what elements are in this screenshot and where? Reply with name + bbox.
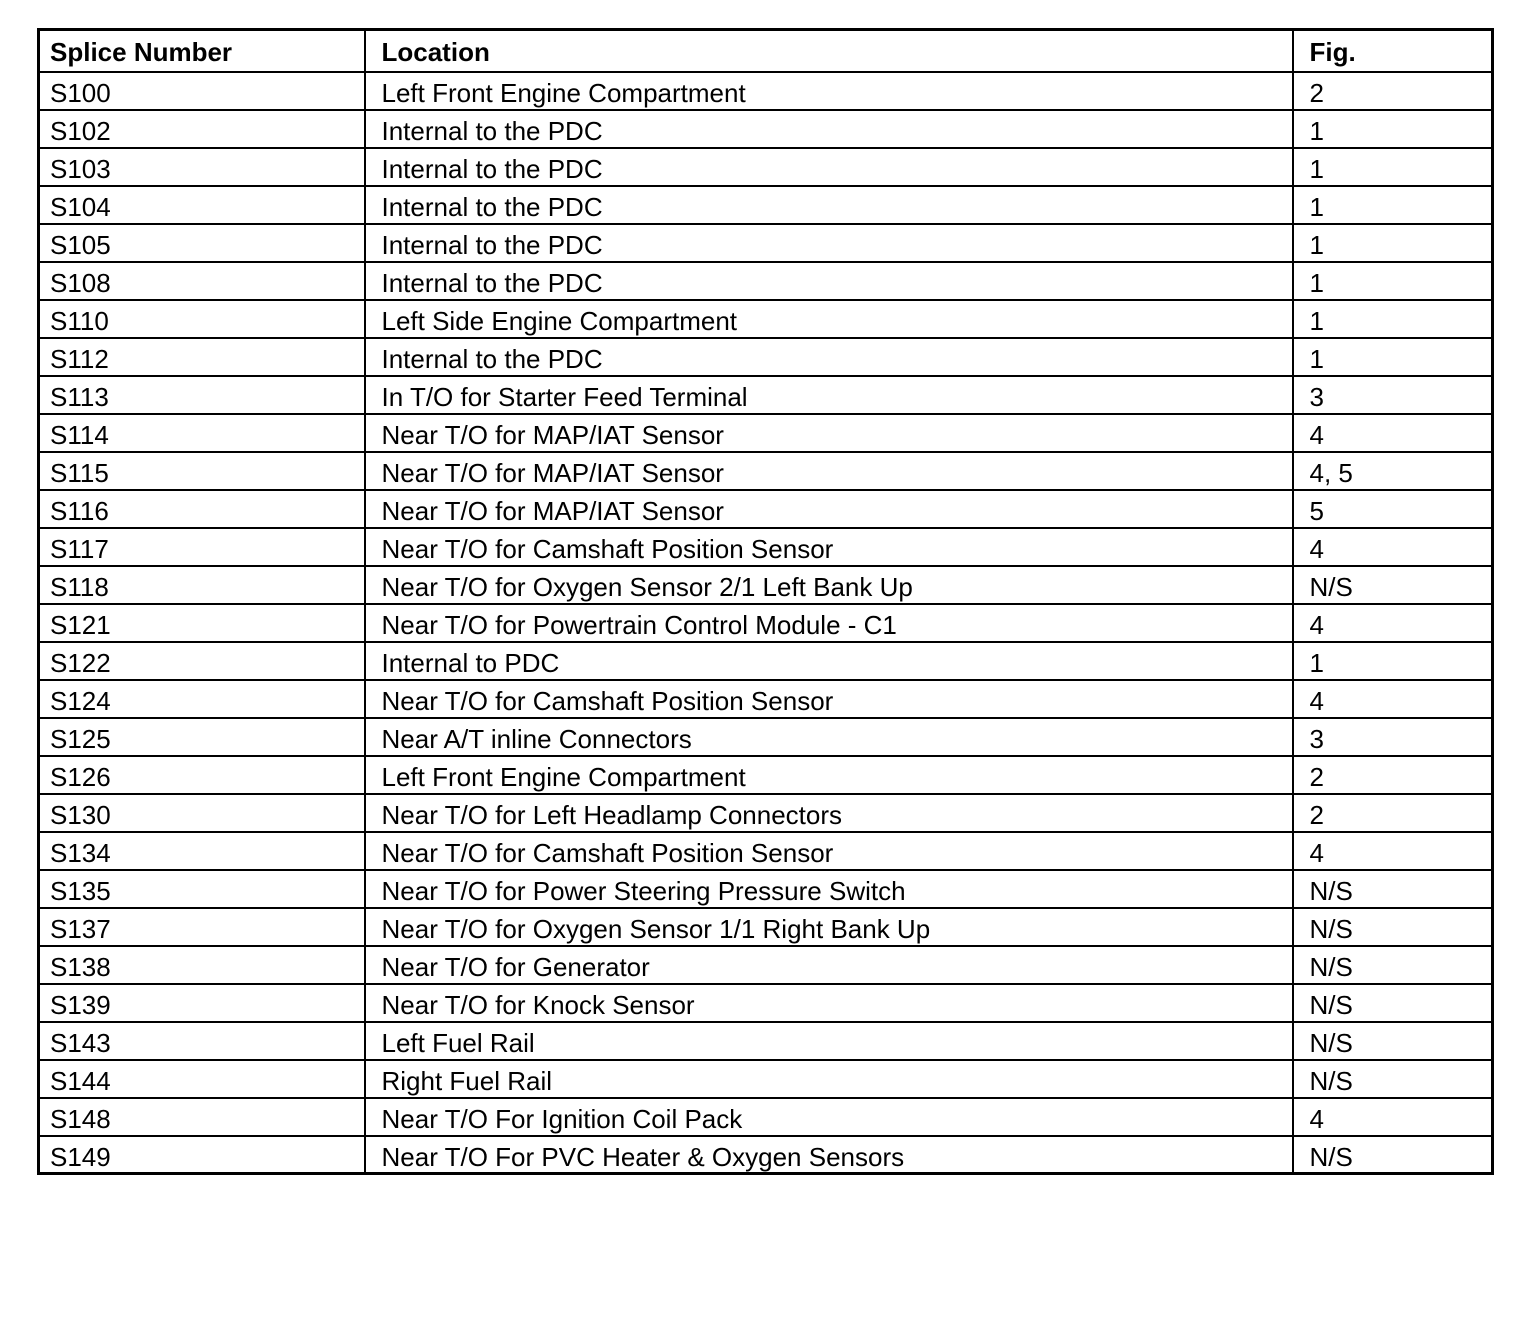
location-cell: Near T/O for Knock Sensor [365,984,1293,1022]
splice-number-cell: S115 [39,452,365,490]
table-row [39,490,1493,528]
table-header [39,30,1493,72]
splice-number-cell: S102 [39,110,365,148]
table-row [39,262,1493,300]
header-location: Location [365,30,1293,72]
fig-cell: N/S [1293,908,1493,946]
table-row [39,718,1493,756]
location-cell: Left Side Engine Compartment [365,300,1293,338]
table-row [39,946,1493,984]
splice-number-cell: S122 [39,642,365,680]
splice-number-cell: S116 [39,490,365,528]
fig-cell: 3 [1293,718,1493,756]
location-cell: Left Fuel Rail [365,1022,1293,1060]
splice-number-cell: S114 [39,414,365,452]
location-cell: Internal to the PDC [365,186,1293,224]
fig-cell: 1 [1293,186,1493,224]
location-cell: Near T/O for MAP/IAT Sensor [365,490,1293,528]
fig-cell: 4 [1293,832,1493,870]
table-row [39,110,1493,148]
fig-cell: 4, 5 [1293,452,1493,490]
location-cell: Near T/O for Camshaft Position Sensor [365,680,1293,718]
fig-cell: 3 [1293,376,1493,414]
splice-number-cell: S148 [39,1098,365,1136]
location-cell: Near T/O for Left Headlamp Connectors [365,794,1293,832]
splice-number-cell: S105 [39,224,365,262]
location-cell: Near T/O For Ignition Coil Pack [365,1098,1293,1136]
location-cell: Near T/O for Camshaft Position Sensor [365,528,1293,566]
table-row [39,908,1493,946]
location-cell: Internal to the PDC [365,148,1293,186]
location-cell: Internal to the PDC [365,224,1293,262]
splice-number-cell: S126 [39,756,365,794]
splice-number-cell: S144 [39,1060,365,1098]
splice-number-cell: S130 [39,794,365,832]
fig-cell: 5 [1293,490,1493,528]
splice-number-cell: S124 [39,680,365,718]
fig-cell: 2 [1293,794,1493,832]
location-cell: Near T/O for MAP/IAT Sensor [365,414,1293,452]
fig-cell: N/S [1293,1136,1493,1174]
table-row [39,338,1493,376]
table-row [39,1136,1493,1174]
table-row [39,984,1493,1022]
splice-location-table [37,28,1494,1175]
table-row [39,148,1493,186]
fig-cell: 4 [1293,414,1493,452]
table-row [39,1060,1493,1098]
splice-number-cell: S110 [39,300,365,338]
splice-number-cell: S134 [39,832,365,870]
location-cell: Near T/O for Powertrain Control Module - C1 [365,604,1293,642]
fig-cell: N/S [1293,566,1493,604]
table-row [39,1098,1493,1136]
table-row [39,680,1493,718]
splice-number-cell: S149 [39,1136,365,1174]
splice-number-cell: S135 [39,870,365,908]
table-row [39,604,1493,642]
location-cell: Near T/O for MAP/IAT Sensor [365,452,1293,490]
splice-number-cell: S137 [39,908,365,946]
location-cell: Near T/O for Generator [365,946,1293,984]
fig-cell: 1 [1293,300,1493,338]
location-cell: Near A/T inline Connectors [365,718,1293,756]
splice-number-cell: S108 [39,262,365,300]
fig-cell: 1 [1293,148,1493,186]
location-cell: Left Front Engine Compartment [365,756,1293,794]
splice-number-cell: S121 [39,604,365,642]
fig-cell: 2 [1293,72,1493,110]
table-row [39,528,1493,566]
location-cell: Near T/O for Camshaft Position Sensor [365,832,1293,870]
fig-cell: 1 [1293,110,1493,148]
fig-cell: 4 [1293,1098,1493,1136]
fig-cell: 1 [1293,642,1493,680]
location-cell: Near T/O for Power Steering Pressure Switch [365,870,1293,908]
splice-number-cell: S113 [39,376,365,414]
table-row [39,376,1493,414]
table-body [39,72,1493,1174]
splice-number-cell: S104 [39,186,365,224]
fig-cell: N/S [1293,946,1493,984]
location-cell: Internal to the PDC [365,338,1293,376]
fig-cell: N/S [1293,984,1493,1022]
splice-number-cell: S125 [39,718,365,756]
table-row [39,186,1493,224]
splice-number-cell: S103 [39,148,365,186]
fig-cell: N/S [1293,1022,1493,1060]
location-cell: Near T/O for Oxygen Sensor 1/1 Right Bank Up [365,908,1293,946]
location-cell: Right Fuel Rail [365,1060,1293,1098]
table-row [39,300,1493,338]
table-row [39,870,1493,908]
splice-number-cell: S139 [39,984,365,1022]
header-splice-number: Splice Number [39,30,365,72]
splice-number-cell: S100 [39,72,365,110]
splice-number-cell: S138 [39,946,365,984]
fig-cell: 1 [1293,338,1493,376]
location-cell: Internal to the PDC [365,110,1293,148]
location-cell: Internal to the PDC [365,262,1293,300]
table-row [39,414,1493,452]
header-row [39,30,1493,72]
location-cell: Left Front Engine Compartment [365,72,1293,110]
splice-number-cell: S117 [39,528,365,566]
fig-cell: 2 [1293,756,1493,794]
splice-number-cell: S143 [39,1022,365,1060]
fig-cell: N/S [1293,1060,1493,1098]
table-row [39,452,1493,490]
fig-cell: 4 [1293,528,1493,566]
table-row [39,756,1493,794]
fig-cell: N/S [1293,870,1493,908]
table-row [39,794,1493,832]
splice-number-cell: S112 [39,338,365,376]
table-row [39,566,1493,604]
location-cell: In T/O for Starter Feed Terminal [365,376,1293,414]
location-cell: Near T/O for Oxygen Sensor 2/1 Left Bank Up [365,566,1293,604]
table-row [39,832,1493,870]
table-row [39,642,1493,680]
fig-cell: 1 [1293,224,1493,262]
location-cell: Internal to PDC [365,642,1293,680]
splice-number-cell: S118 [39,566,365,604]
fig-cell: 4 [1293,604,1493,642]
header-fig: Fig. [1293,30,1493,72]
fig-cell: 4 [1293,680,1493,718]
table-row [39,72,1493,110]
fig-cell: 1 [1293,262,1493,300]
table-row [39,1022,1493,1060]
location-cell: Near T/O For PVC Heater & Oxygen Sensors [365,1136,1293,1174]
table-row [39,224,1493,262]
